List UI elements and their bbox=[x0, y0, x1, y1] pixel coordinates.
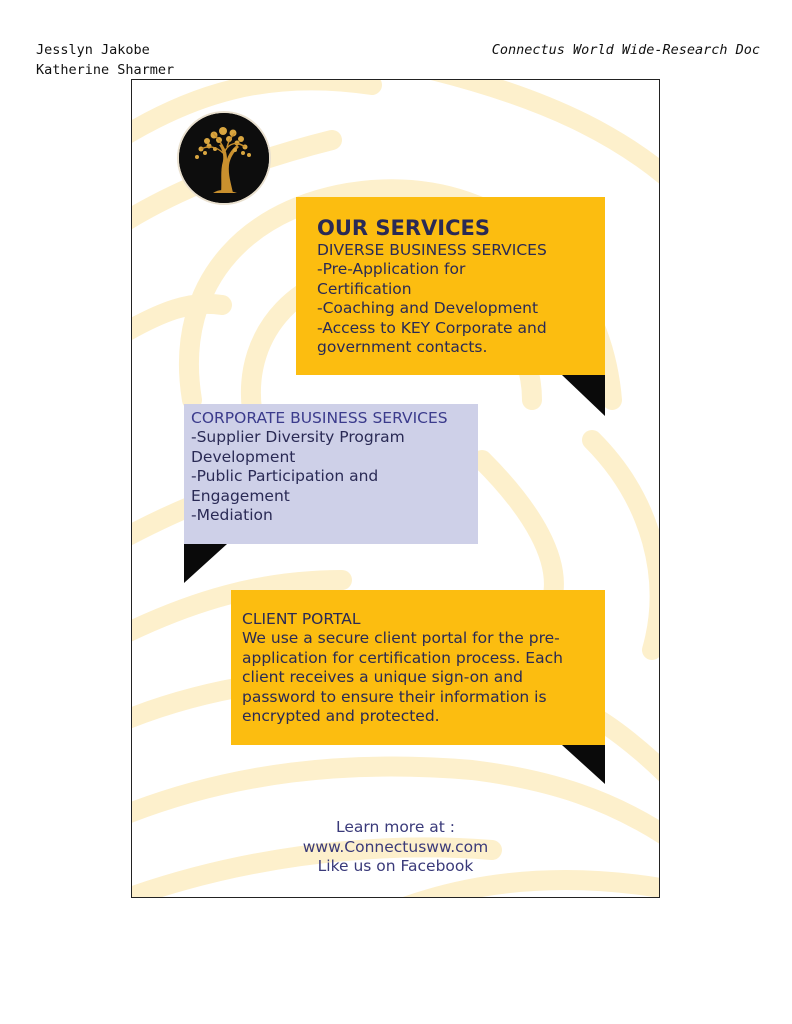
tree-logo-icon bbox=[179, 113, 269, 203]
service-line: -Supplier Diversity Program bbox=[191, 428, 405, 447]
speech-tail-portal bbox=[562, 745, 606, 785]
service-line: Certification bbox=[317, 279, 412, 298]
client-portal-box bbox=[231, 590, 605, 745]
portal-text-line: password to ensure their information is bbox=[242, 687, 547, 706]
portal-text-line: application for certification process. Each bbox=[242, 648, 563, 667]
service-line: -Mediation bbox=[191, 506, 273, 525]
company-logo bbox=[177, 111, 271, 205]
service-line: -Public Participation and bbox=[191, 467, 379, 486]
document-title: Connectus World Wide-Research Doc bbox=[491, 42, 760, 58]
our-services-box bbox=[296, 197, 605, 375]
facebook-text: Like us on Facebook bbox=[317, 857, 474, 875]
client-portal-heading: CLIENT PORTAL bbox=[242, 610, 361, 628]
learn-more-text: Learn more at : bbox=[335, 818, 456, 836]
portal-text-line: encrypted and protected. bbox=[242, 707, 440, 726]
speech-tail-services bbox=[562, 375, 606, 417]
service-line: -Coaching and Development bbox=[317, 299, 539, 318]
author-name: Jesslyn Jakobe bbox=[36, 42, 150, 58]
service-line: -Access to KEY Corporate and bbox=[317, 318, 547, 337]
author-name: Katherine Sharmer bbox=[36, 62, 175, 78]
service-line: government contacts. bbox=[317, 338, 488, 357]
service-line: Engagement bbox=[191, 486, 290, 505]
service-line: -Pre-Application for bbox=[317, 260, 466, 279]
services-heading: OUR SERVICES bbox=[317, 216, 490, 240]
services-flyer bbox=[131, 79, 660, 898]
author-names bbox=[36, 40, 174, 80]
speech-tail-corporate bbox=[184, 544, 228, 584]
corporate-services-heading: CORPORATE BUSINESS SERVICES bbox=[191, 409, 448, 427]
flyer-footer bbox=[132, 818, 659, 877]
portal-text-line: client receives a unique sign-on and bbox=[242, 668, 523, 687]
corporate-services-box bbox=[184, 404, 478, 544]
portal-text-line: We use a secure client portal for the pre- bbox=[242, 629, 560, 648]
diverse-services-subheading: DIVERSE BUSINESS SERVICES bbox=[317, 241, 547, 259]
website-link[interactable]: www.Connectusww.com bbox=[302, 837, 489, 856]
service-line: Development bbox=[191, 447, 296, 466]
